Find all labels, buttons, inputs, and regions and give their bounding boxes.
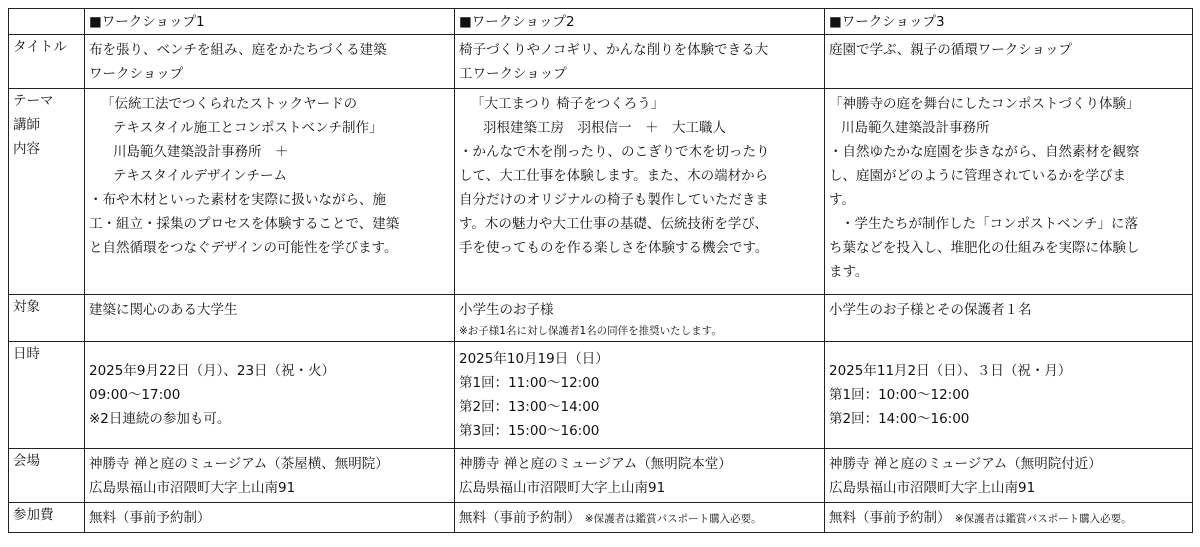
ws2-header: ■ワークショップ2	[455, 9, 825, 35]
ws2-venue: 神勝寺 禅と庭のミュージアム（無明院本堂） 広島県福山市沼隈町大字上山南91	[455, 449, 825, 503]
ws2-target: 小学生のお子様	[459, 302, 554, 318]
ws3-fee: 無料（事前予約制）	[829, 510, 951, 526]
ws1-theme-content: 「伝統工法でつくられたストックヤードの テキスタイル施工とコンポストベンチ制作」 川島範久建築設計事務所 ＋ テキスタイルデザインチーム ・布や木材といった素材を実際に扱いながら、施 工・組立・採集のプロセスを体験することで、建築 と自然循環をつなぐデザインの可能性を学びます。	[85, 89, 455, 295]
ws3-fee-cell	[825, 503, 1193, 533]
header-row	[9, 9, 1193, 35]
ws2-fee-note: ※保護者は鑑賞パスポート購入必要。	[584, 513, 762, 525]
ws3-lecturer: 川島範久建築設計事務所	[841, 120, 990, 136]
ws1-lecturer-2: テキスタイルデザインチーム	[113, 168, 288, 184]
ws1-venue: 神勝寺 禅と庭のミュージアム（茶屋横、無明院） 広島県福山市沼隈町大字上山南91	[85, 449, 455, 503]
datetime-row	[9, 342, 1193, 449]
venue-row	[9, 449, 1193, 503]
ws1-theme-2: テキスタイル施工とコンポストベンチ制作」	[113, 120, 383, 136]
ws2-theme-content: 「大工まつり 椅子をつくろう」 羽根建築工房 羽根信一 ＋ 大工職人 ・かんなで木を削ったり、のこぎりで木を切ったり して、大工仕事を体験します。また、木の端材から 自分だけのオリジナルの椅子も製作していただきま す。木の魅力や大工仕事の基礎、伝統技術を学び、 手を使ってものを作る楽しさを体験する機会です。	[455, 89, 825, 295]
ws2-datetime: 2025年10月19日（日） 第1回：11:00〜12:00 第2回：13:00〜14:00 第3回：15:00〜16:00	[455, 342, 825, 449]
fee-label: 参加費	[9, 503, 85, 533]
ws3-fee-note: ※保護者は鑑賞パスポート購入必要。	[954, 513, 1132, 525]
ws2-theme: 「大工まつり 椅子をつくろう」	[471, 96, 665, 112]
ws2-fee: 無料（事前予約制）	[459, 510, 581, 526]
ws3-theme-content: 「神勝寺の庭を舞台にしたコンポストづくり体験」 川島範久建築設計事務所 ・自然ゆたかな庭園を歩きながら、自然素材を観察 し、庭園がどのように管理されているかを学びま す。 ・学生たちが制作した「コンポストベンチ」に落 ち葉などを投入し、堆肥化の仕組みを実際に体験し ます。	[825, 89, 1193, 295]
ws1-datetime: 2025年9月22日（月）、23日（祝・火） 09:00〜17:00 ※2日連続の参加も可。	[85, 342, 455, 449]
ws2-title: 椅子づくりやノコギリ、かんな削りを体験できる大 工ワークショップ	[455, 35, 825, 89]
ws2-fee-cell	[455, 503, 825, 533]
ws2-lecturer: 羽根建築工房 羽根信一 ＋ 大工職人	[483, 120, 726, 136]
corner-cell	[9, 9, 85, 35]
datetime-label: 日時	[9, 342, 85, 449]
ws3-venue: 神勝寺 禅と庭のミュージアム（無明院付近） 広島県福山市沼隈町大字上山南91	[825, 449, 1193, 503]
ws3-title: 庭園で学ぶ、親子の循環ワークショップ	[825, 35, 1193, 89]
ws1-title: 布を張り、ベンチを組み、庭をかたちづくる建築 ワークショップ	[85, 35, 455, 89]
title-row	[9, 35, 1193, 89]
ws2-target-cell	[455, 295, 825, 342]
ws1-target: 建築に関心のある大学生	[85, 295, 455, 342]
ws1-fee: 無料（事前予約制）	[85, 503, 455, 533]
ws3-header: ■ワークショップ3	[825, 9, 1193, 35]
theme-label: テーマ 講師 内容	[9, 89, 85, 295]
ws3-datetime: 2025年11月2日（日）、３日（祝・月） 第1回：10:00〜12:00 第2回：14:00〜16:00	[825, 342, 1193, 449]
ws1-lecturer: 川島範久建築設計事務所 ＋	[113, 144, 289, 160]
venue-label: 会場	[9, 449, 85, 503]
workshop-table	[8, 8, 1193, 533]
ws3-theme: 「神勝寺の庭を舞台にしたコンポストづくり体験」	[829, 96, 1140, 112]
fee-row	[9, 503, 1193, 533]
title-label: タイトル	[9, 35, 85, 89]
ws2-target-note: ※お子様1名に対し保護者1名の同伴を推奨いたします。	[459, 325, 722, 337]
target-label: 対象	[9, 295, 85, 342]
target-row	[9, 295, 1193, 342]
ws1-header: ■ワークショップ1	[85, 9, 455, 35]
theme-row	[9, 89, 1193, 295]
ws3-target: 小学生のお子様とその保護者１名	[825, 295, 1193, 342]
ws1-theme: 「伝統工法でつくられたストックヤードの	[101, 96, 358, 112]
